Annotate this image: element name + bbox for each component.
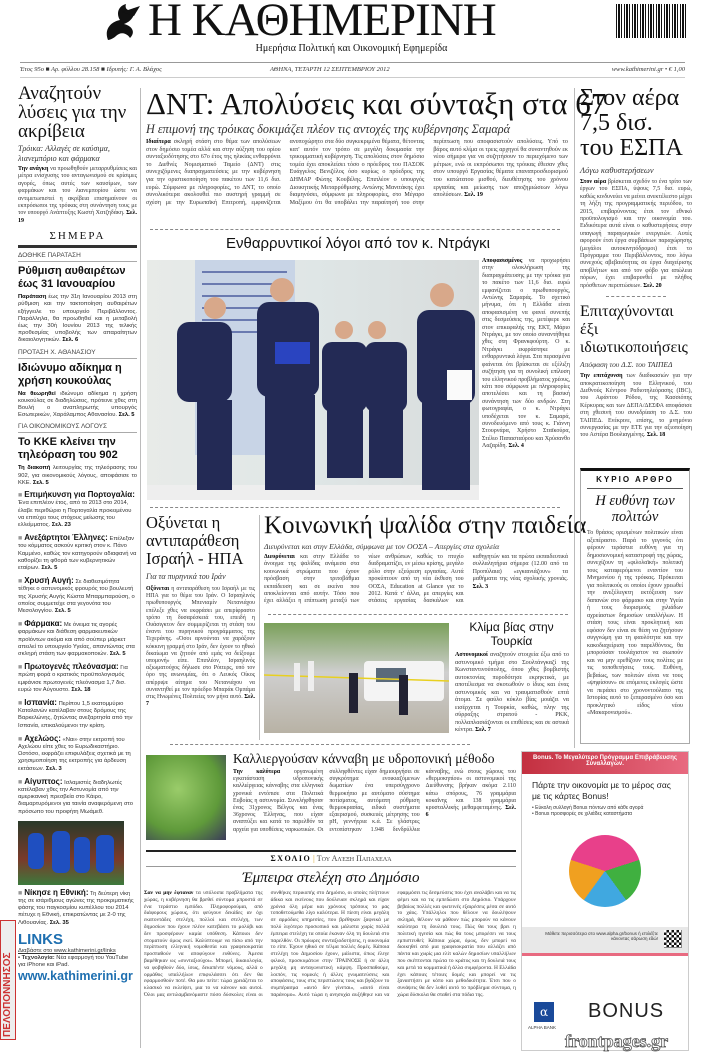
brief-item[interactable]: ΠΡΟΤΑΣΗ Χ. ΑΘΑΝΑΣΙΟΥ Ιδιώνυμο αδίκημα η χρήση κουκούλας Να θεωρηθεί ιδιώνυμο αδίκημα η χρήση κουκούλας σε διαδηλώσεις, πρότεινε χθες στη Βουλή ο αναπληρωτής υπουργός Εσωτερικών, Χαράλαμπος Αθανασίου. Σελ. 5 [18, 348, 137, 419]
insert-label: ΠΕΛΟΠΟΝΝΗΣΟΣ [0, 920, 16, 1040]
masthead-title: Η ΚΑΘΗΜΕΡΙΝΗ [148, 0, 496, 46]
cannabis-headline[interactable]: Καλλιεργούσαν κάνναβη με υδροπονική μέθοδο [233, 751, 495, 766]
editorial-box [580, 468, 690, 744]
alpha-bank-logo: α [534, 1002, 554, 1022]
lead-left-title[interactable]: Αναζητούν λύσεις για την ακρίβεια [18, 83, 127, 142]
turkey-body: Αστυνομικοί αναζητούν στοιχεία έξω από το αστυνομικό τμήμα στο Σουλτάνγκαζί της Κωνσταντινούπολης, όπου χθες βομβιστής αυτοκτονίας πυροδότησε εκρηκτικά, με αποτέλεσμα να σκοτωθούν ο ίδιος και ένας αστυνομικός και να τραυματισθούν επτά άτομα. Σε φαύλο κύκλο βίας μοιάζει να εισέρχεται η Τουρκία, καθώς, πλην της σύρραξης στρατού - PKK, πολλαπλασιάζονται οι επιθέσεις και σε αστικά κέντρα. Σελ. 7 [455, 652, 569, 733]
ad-banner: Bonus. Το Μεγαλύτερο Πρόγραμμα Επιβράβευσης Συναλλαγών. [522, 752, 688, 774]
bullet-icon: ■ [18, 664, 25, 672]
links-sub[interactable]: Διαβάστε στο www.kathimerini.gr/links [18, 947, 116, 954]
bonus-ad[interactable]: Bonus. Το Μεγαλύτερο Πρόγραμμα Επιβράβευσης Συναλλαγών. Πάρτε την οικονομία με το μέρος σας με τις κάρτες Bonus! • Εύκολη συλλογή Bonus πόντων από κάθε αγορά • Bonus προσφορές σε χιλιάδες καταστήματα Μάθετε περισσότερα στο www.alpha.gr/bonus ή επιλέξτε κάνοντας σάρωση εδώ! α ALPHA BANK BONUS [521, 751, 689, 1051]
photo-turkey-bombing[interactable] [264, 623, 449, 733]
photo-story-body: Αποφασισμένος να προχωρήσει στην ολοκλήρωση της διαπραγμάτευσης με την τρόικα για το πακέτο των 11,6 δισ. ευρώ εμφανίζεται ο πρωθυπουργός, Αντώνης Σαμαράς. Το σχετικό μήνυμα, ότι η Ελλάδα είναι αποφασισμένη να φανεί συνεπής στις δεσμεύσεις της, μετέφερε και στον επικεφαλής της ΕΚΤ, Μάριο Ντράγκι, με τον οποίο συναντήθηκε χθες στη Φρανκφούρτη. Ο κ. Ντράγκι εκφράστηκε με ενθαρρυντικά λόγια. Στα περασμένα φαίνεται ότι βρίσκεται σε εξέλιξη συζήτηση για τη συνολική επίλυση του ελληνικού προβλήματος χρέους, κάτι που σύμφωνα με πληροφορίες αποτελέσει και τη βασική συνάντηση των δύο ανδρών. Στη φωτογραφία, ο κ. Ντράγκι υποδέχεται τον κ. Σαμαρά, συνοδευόμενο από τους κ. Γιάννη Στουρνάρα, Χρήστο Σταϊκούρα, Στέλιο Παπασταύρου και Χρύσανθο Λαζαρίδη. Σελ. 4 [482, 258, 570, 450]
links-item: • Τεχνολογία: Νέα εφαρμογή του YouTube για iPhone και iPad. [18, 954, 129, 968]
photo-story-headline[interactable]: Ενθαρρυντικοί λόγοι από τον κ. Ντράγκι [225, 235, 491, 252]
bullet-icon: ■ [18, 778, 25, 786]
brief-headline[interactable]: Ρύθμιση αυθαιρέτων έως 31 Ιανουαρίου [18, 265, 126, 291]
comment-headline[interactable]: Έμπειρα στελέχη στο Δημόσιο [242, 870, 420, 886]
section-today: ΣΗΜΕΡΑ [49, 230, 106, 243]
teaser-item[interactable]: ■ Ισπανία: Περίπου 1,5 εκατομμύριο Καταλανών κατέλαβαν στους δρόμους της Βαρκελώνης, ζητώντας ανεξαρτησία από την Ισπανία, επικαλούμενοι την κρίση. [18, 697, 133, 729]
brief-headline[interactable]: Ιδιώνυμο αδίκημα η χρήση κουκούλας [18, 361, 122, 387]
bonus-logo: BONUS [588, 1000, 665, 1022]
editorial-label: ΚΥΡΙΟ ΑΡΘΡΟ [587, 475, 683, 489]
qr-code-icon [664, 930, 682, 948]
teaser-item[interactable]: ■ Φάρμακα: Με όνειμα τις αγορές φαρμάκων και διάθεση φαρμακευτικών προϊόντων ακόμα και από σούπερ μάρκετ απειλεί το υπουργείο Υγείας, απαντώντας στα σκληρή στάση των φαρμακοποιών. Σελ. 5 [18, 619, 135, 657]
teaser-item[interactable]: ■ Αίγυπτος: Ισλαμιστές διαδηλωτές κατέλαβαν χθες την Αστυνομία από την αμερικανική πρεσβεία στο Κάιρο, διαμαρτυρόμενοι για ταινία αναφερόμενη στο πρόσωπο του προφήτη Μωάμεθ. [18, 776, 133, 815]
bullet-icon: ■ [18, 621, 25, 629]
bullet-icon: ■ [18, 699, 25, 707]
main-headline[interactable]: ΔΝΤ: Απολύσεις και σύνταξη στα 67 [146, 86, 607, 121]
comment-body: Σαν να μην έφταναν τα υπόλοιπα προβλήματα της χώρας, η κυβέρνηση θα βρεθεί σύντομα μπροστά σε ένα τεράστιο εμπόδιο. Πληροφορούμαι, από διάφορους χώρους, ότι φεύγουν δεκάδες αν όχι εκατοντάδες στελέχη, πολλοί και στελέχη, των δημοσίων που έχουν πλέον κατεβάσει το μολύβι και δεν προσφέρουν καμία υπόθεση. Κάποιοι δεν στοματούν όμως εκεί. Καλύπτουμε να πίσω από την περίπτωση ελληνική νομοθεσία και γραφειοκρατία προσπαθούν να αποφύγουν ευθύνες. Άμεσα βαρέθηκαν ως «συνταξιούχοι». Μπορεί, δικαιολογία, να φοβηθούν δύο, ίσως, δεκαπέντε νόμους, αλλά ο ορμάθος υπαλλήλων επιφυλάσσει ότι δεν θα εφαρμοσθούν ποτέ. Θα μου πείτε: τώρα χρειάζεται το κλασικό να εκλείψει, μια το να κάνουν και αυτοί. Όλοι μας αντιλαμβανόμαστε πόσο δύσκολες είναι οι συνθήκες περικοπής στο Δημόσιο, οι οποίες πλήττουν άδικα και εκείνους που δούλευαν σκληρά και είχαν χρόνια όλη μέρα και χρόνους τρόπους το μας τοποθετούμεθα λίγο καλύτερα. Η πίεση είναι μεγάλη σε αρμόδιες υπηρεσίες, που βρέθηκαν ξαφνικά με πολύ λιγότερο προσωπικό και μάλιστα χωρίς πολλά έμπειρα στελέχη τα οποία έκαναν όλη τη δουλειά στο παρελθόν. Οι πρόωρες συνταξιοδοτήσεις, η οικονομία το είπε. Έχουν ηθικό σε τέλμα πολλές δομές. Κάποια στελέχη του Δημοσίου έχουν, μάλιστα, όπως έλεγε φιλικό, προσκυμάτων στην ΤΡΑΙΝΟΣΕ ή σε άλλη μεγάλη μη ανταγωνιστική κάμψη. Προσπαθούμε, λοιπόν, τις νομικές ή άλλες γνωματεύσεις και αποφάσεις, τους στις περιπτώσεις τους και βγάζουν το συμπέρασμα «αυτό δεν γίνεται», «αυτό είναι παράνομο». Αυτό τώρα η ανησυχία αυξήθηκε και να εφαρμόσει τις δεσμεύσεις που έχει αναλάβει και να τις φέρει και να τις εμπεδώσει στο Δημόσιο. Υπάρχουν βεβαίως πολλές και φωτεινές εξαιρέσεις μέσα σε αυτό το χάος. Υπάλληλοι που θέλουν να δουλέψουν σκληρά, θέλουν να μάθουν πώς μπορούν να κάνουν καλύτερα τη δουλειά τους. Πώς θα τους βρει η πολιτική ηγεσία και πώς θα τους μπορέσει να τους εμπιστευθεί; Κάποια χώρα, όμως, δεν μπορεί να διοικηθεί από μια γραφειοκρατία που αλλάζει από πάντα και χωρίς μια ελίτ καλών δημοσίων υπαλλήλων που σκέπτονται πρώτα το κράτος και τη δουλειά τους και μετά τα κομματικά ή άλλα συμφέροντα. Η Ελλάδα έχει κάποιες τέτοιες δομές και μπορεί να τις ξαναστήσει με κόπο και μεθοδικότητα. Έτσι που ο συνάψεις θα δεν λυθεί αυτό το πρόβλημα σύντομα, η χώρα δύσκολα θα σταθεί στα πόδια της. [144, 890, 516, 998]
cannabis-body: Την καλύτερα οργανωμένη εγκατάσταση υδροπονικής καλλιέργειας κάνναβης στα ελληνικά χρονικά εντόπισε στα Πολιτικά Ευβοίας η αστυνομία. Συνελήφθησαν ένας 31χρονος Βέλγος και ένας 36χρονος Έλληνας, που είχαν αναπτύξει και κατά το παρελθόν τα αρχεία για υποθέσεις ναρκωτικών. Οι συλληφθέντες είχαν δημιουργήσει σε συγκρότημα ενοικιαζόμενων δωματίων ένα υπερσύγχρονο θερμοκήπιο με αυτόματο σύστημα ποτίσματος, αυτόματη ρύθμιση θερμοκρασίας, ειδικά συστήματα εξαερισμού, συσκευές μέτρησης του pH, γεννήτρια κ.ά. Σε γλάστρες εντοπίστηκαν 1.948 δενδρύλλια κάνναβης, ενώ στους χώρους του «θερμοκηπίου» οι αστυνομικοί της Διεύθυνσης βρήκαν ακόμα 2.110 κάτω σπόρους, 76 γραμμάρια κοκαΐνης και 138 γραμμάρια κρυσταλλικής μεθαμφεταμίνης. Σελ. 6 [233, 769, 516, 833]
teaser-item[interactable]: ■ Ανεξάρτητοι Έλληνες: Επέλεξαν του κόμματος ασκούν κριτική στον κ. Πάνο Καμμένο, καθώς τον κατηγορούν αδιαφανή να καθορίζει τη φθορά των κυβερνητικών εταίρων. Σελ. 5 [18, 533, 137, 571]
shopping-globe-icon [569, 835, 641, 907]
brief-headline[interactable]: Το ΚΚΕ κλείνει την τηλεόραση του 902 [18, 436, 118, 462]
sport-photo[interactable] [18, 821, 124, 885]
sport-brief[interactable]: ■ Νίκησε η Εθνική: Τη δεύτερη νίκη της σε ισάριθμους αγώνες της προκριματικής φάσης του παγκοσμίου κυπέλλου του 2014 πέτυχε η Εθνική, επικρατώντας με 2-0 της Λιθουανίας. Σελ. 35 [18, 887, 134, 926]
bullet-icon: ■ [18, 578, 25, 586]
teaser-item[interactable]: ■ Πρωτογενές πλεόνασμα: Για πρώτη φορά ο κρατικός προϋπολογισμός εμφάνισε πρωτογενές πλεόνασμα 1,7 δισ. ευρώ τον Αύγουστο. Σελ. 18 [18, 662, 128, 693]
brief-item[interactable]: ΔΟΘΗΚΕ ΠΑΡΑΤΑΣΗ Ρύθμιση αυθαιρέτων έως 31 Ιανουαρίου Παράταση έως την 31η Ιανουαρίου 2013 στη ρύθμιση και την τακτοποίηση αυθαιρέτων εξήγγειλε το υπουργείο Περιβάλλοντος. Παράλληλα, θα προωθηθεί και η μεταβολή έως την 30ή Ιουνίου 2013 της τελικής προθεσμίας υποβολής των απαραίτητων δικαιολογητικών. Σελ. 6 [18, 252, 137, 344]
website-link[interactable]: www.kathimerini.gr [18, 968, 133, 983]
israel-subtitle: Για τα πυρηνικά του Ιράν [146, 572, 226, 581]
education-headline[interactable]: Κοινωνική ψαλίδα στην παιδεία [264, 512, 587, 539]
bullet-icon: ■ [18, 735, 25, 743]
lead-word: Την ανάγκη [18, 166, 49, 172]
article-body: να προωθηθούν μεταρρυθμίσεις και μέτρα ενίσχυσης του ανταγωνισμού σε κρίσιμες αγορές, όπως αυτές των καυσίμων, των φαρμάκων και του λιανεμπορίου ώστε να αντιμετωπιστεί η ακρίβεια επισημαίνουν οι εκπρόσωποι της τρόικας στη συνάντηση τους με τον υπουργό Ανάπτυξης Κωστή Χατζηδάκη. [18, 166, 138, 217]
page-ref: Σελ. 19 [18, 210, 137, 224]
turkey-headline[interactable]: Κλίμα βίας στην Τουρκία [469, 620, 554, 648]
issue-date: ΑΘΗΝΑ, ΤΕΤΑΡΤΗ 12 ΣΕΠΤΕΜΒΡΙΟΥ 2012 [270, 66, 390, 73]
lead-left-subtitle: Τρόικα: Αλλαγές σε καύσιμα, λιανεμπόριο και φάρμακα [18, 144, 110, 163]
teaser-item[interactable]: ■ Χρυσή Αυγή: Σε διαθεσιμότητα τέθηκε ο αστυνομικός φρουρός του βουλευτή της Χρυσής Αυγής Κώστα Μπαρμπαρούση, ο οποίος συμμετείχε στα γεγονότα του Μεσολογγίου. Σελ. 5 [18, 576, 135, 614]
photo-cannabis[interactable] [146, 755, 226, 840]
education-subtitle: Διευρύνεται και στην Ελλάδα, σύμφωνα με τον ΟΟΣΑ – Απεργίες στα σχολεία [264, 542, 500, 551]
masthead-logo-icon [100, 2, 146, 42]
israel-headline[interactable]: Οξύνεται η αντιπαράθεση Ισραήλ - ΗΠΑ [146, 513, 244, 568]
website-price: www.kathimerini.gr • € 1,00 [611, 66, 685, 73]
issue-info: Έτος 95ο ■ Αρ. φύλλου 28.158 ■ Ιδρυτής: Γ. Α. Βλάχος [20, 66, 162, 73]
comment-label: ΣΧΟΛΙΟ | Του Αλέξη Παπαχελά [270, 854, 392, 863]
cannabis-page-ref: Σελ. 6 [425, 805, 516, 819]
israel-article: Οξύνεται η αντιπαράθεση Ισραήλ - ΗΠΑ Για τα πυρηνικά του Ιράν Οξύνεται η αντιπαράθεση του Ισραήλ με τις ΗΠΑ για το θέμα του Ιράν. Ο Ισραηλινός πρωθυπουργός Μπενιαμίν Νετανιάχου επέλεξε χθες να εκφράσει με απερίφραστο τρόπο τη δυσαρέσκειά του, επειδή η Ουάσιγκτον δεν συμμερίζεται τη στάση του έναντι του πυρηνικού προγράμματος της Τεχεράνης. «Όσοι αρνούνται να χαράξουν κόκκινη γραμμή στο Ιράν, δεν έχουν το ηθικό δικαίωμα να ζητούν από εμάς να δείξουμε υπομονή» είπε. Επιπλέον, Ισραηλινός αξιωματούχος δήλωσε στο Ρόιτερς, υπό τον όρο της ανωνυμίας, ότι ο Λευκός Οίκος απέρριψε αίτημα του Νετανιάχου να συναντηθεί με τον πρόεδρο Μπαράκ Ομπάμα στις Ηνωμένες Πολιτείες τον μήνα αυτό. Σελ. 7 [146, 513, 255, 708]
editorial-headline[interactable]: Η ευθύνη των πολιτών [595, 493, 675, 525]
espa-headline[interactable]: Στον αέρα 7,5 δισ. του ΕΣΠΑ [580, 85, 683, 161]
teaser-item[interactable]: ■ Αχελώος: «Ναι» στην εκτροπή του Αχελώου είπε χθες το Ευρωδικαστήριο. Ωστόσο, εκφράζει επιφυλάξεις σχετικά με τη χρησιμοποίηση της εκτροπής για άρδευση εκτάσεων. Σελ. 3 [18, 733, 131, 772]
espa-subtitle: Λόγω καθυστερήσεων [580, 165, 654, 175]
ad-footer: Μάθετε περισσότερα στο www.alpha.gr/bonus ή επιλέξτε κάνοντας σάρωση εδώ! [545, 931, 658, 941]
ad-headline: Πάρτε την οικονομία με το μέρος σας με τις κάρτες Bonus! [532, 780, 671, 801]
links-title: LINKS [18, 930, 63, 948]
main-subtitle: Η επιμονή της τρόικας δοκιμάζει πλέον τις αντοχές της κυβέρνησης Σαμαρά [146, 122, 510, 136]
education-body: Διευρύνεται και στην Ελλάδα το άνοιγμα της ψαλίδας ανάμεσα στα κοινωνικά στρώματα που έχουν πρόσβαση στην τριτοβάθμια εκπαίδευση και σε εκείνα που αποκλείονται από αυτήν. Τόσο που έχει αλλάξει η επίπτωση μεταξύ των νέων ανθρώπων, καθώς το πτυχίο διαδραματίζει, εν μέσω κρίσης, μεγάλο ρόλο στην εξεύρεση εργασίας. Αυτά προκύπτουν από τη νέα έκθεση του ΟΟΣΑ, Education at Glance για το 2012. Κατά τ' άλλα, με απεργίες και στάσεις εργασίας δασκάλων και καθηγητών και τα πρώτα εκπαιδευτικά συλλαλητήρια σήμερα (12.00 από τα Προπύλαια) «εγκαινιάζουν» τα μαθήματα της νέας σχολικής χρονιάς. Σελ. 3 [264, 554, 568, 605]
left-column [18, 84, 137, 984]
teaser-item[interactable]: ■ Επιμήκυνση για Πορτογαλία: Ένα επιπλέον έτος, από το 2013 στο 2014, έλαβε περιθώριο η Πορτογαλία προκειμένου να επιτύχει τους στόχους μείωσης του ελλείμματος. Σελ. 23 [18, 490, 135, 528]
brief-kicker: ΔΟΘΗΚΕ ΠΑΡΑΤΑΣΗ [18, 252, 137, 262]
masthead-tagline: Ημερήσια Πολιτική και Οικονομική Εφημερίδα [255, 43, 448, 54]
brief-item[interactable]: ΓΙΑ ΟΙΚΟΝΟΜΙΚΟΥΣ ΛΟΓΟΥΣ Το ΚΚΕ κλείνει την τηλεόραση του 902 Τη διακοπή λειτουργίας της τηλεόρασης του 902, για οικονομικούς λόγους, αποφάσισε το ΚΚΕ. Σελ. 5 [18, 423, 137, 486]
bullet-icon: ■ [18, 535, 25, 543]
brief-kicker: ΠΡΟΤΑΣΗ Χ. ΑΘΑΝΑΣΙΟΥ [18, 349, 137, 359]
main-body: Ιδιαίτερα σκληρή στάση στο θέμα των απολύσεων στον δημόσιο τομέα αλλά και στην αύξηση του ορίου συνταξιοδότησης στο 67ο έτος της ηλικίας ενθαρρύνει το Διεθνές Νομισματικό Ταμείο (ΔΝΤ) στις συνεχιζόμενες διαπραγματεύσεις με την κυβέρνηση για την οριστικοποίηση του πακέτου των 11,6 δισ. ευρώ. Σύμφωνα με πληροφορίες, το ΔΝΤ, το οποίο συνολικότερα ακολουθεί πιο αυστηρή γραμμή σε σχέση με την Ευρωπαϊκή Επιτροπή, εμφανίζεται ανυποχώρητο στα δύο συγκεκριμένα θέματα, θέτοντας κατ' αυτόν τον τρόπο σε μεγάλη δοκιμασία την τρικομματική κυβέρνηση. Τις απολύσεις στον δημόσιο τομέα έχει αποκλείσει τόσο ο πρόεδρος του ΠΑΣΟΚ Ευάγγελος Βενιζέλος όσο κυρίως ο πρόεδρος της ΔΗΜΑΡ Φώτης Κουβέλης. Επιπλέον ο υπουργός Διοικητικής Μεταρρύθμισης Αντώνης Μανιτάκης έχει διαμηνύσει, σύμφωνα με πληροφορίες, στο Μέγαρο Μαξίμου ότι θα υποβάλει την παραίτησή του στην περίπτωση που αποφασιστούν απολύσεις. Υπό το βάρος αυτό κλίμα οι τρεις αρχηγοί θα συναντηθούν εκ νέου σήμερα για να συζητήσουν το περιεχόμενο των μέτρων, ενώ οι εκπρόσωποι της τρόικας έθεσαν χθες στον υπουργό Εργασίας θέματα επαναπροσδιορισμού του κατώτατου μισθού, διευθέτησης του χρόνου εργασίας και μείωσης των αποζημιώσεων λόγω απολύσεων. Σελ. 19 [146, 139, 568, 206]
right-column: Στον αέρα 7,5 δισ. του ΕΣΠΑ Λόγω καθυστερήσεων Στον αέρα βρίσκεται σχεδόν το ένα τρίτο των έργων του ΕΣΠΑ, ύψους 7,5 δισ. ευρώ, καθώς κινδυνεύει να μείνει ανεκτέλεστο μέχρι τη λήξη της προγραμματικής περιόδου, το 2015, επιβαρύνοντας έτσι τον εθνικό προϋπολογισμό και την οικονομία του. Ειδικότερα αυτά είναι ο καθυστερήσεις στην υπαγωγή παραγωγικών ενεργειών. Αυτές αφορούν έτσι έργα συμβάσεων παραχώρησης (μεγάλοι αυτοκινητόδρομοι) έτσι το Πρόγραμμα του Περιβάλλοντος, που λόγω συνεχούς αβεβαιότητας σε έργα διαχείρισης αποβλήτων και από τον φόβο για απώλεια πόρων, έχει επιβαρυνθεί με πλήθος πρόσθετων περιπτώσεων. Σελ. 20 Επιταχύνονται έξι ιδιωτικοποιήσεις Απόφαση του Δ.Σ. του ΤΑΙΠΕΔ Την επιτάχυνση των διαδικασιών για την αποκρατικοποίηση του Ελληνικού, του Διεθνούς Κέντρου Ραδιοτηλεόρασης (IBC), του Αφάντου Ρόδου, της Κασσιόπης Κέρκυρας και των ΔΕΠΑ/ΔΕΣΦΑ αποφάσισε στη χθεσινή του συνεδρίαση το Δ.Σ. του ΤΑΙΠΕΔ. Ενέκρινε, επίσης, το μνημόνιο συνεργασίας με την ΕΤΕ για την αξιοποίηση του Αστέρα Βουλιαγμένης. Σελ. 18 [580, 85, 692, 439]
brief-kicker: ΓΙΑ ΟΙΚΟΝΟΜΙΚΟΥΣ ΛΟΓΟΥΣ [18, 423, 137, 433]
privatisation-headline[interactable]: Επιταχύνονται έξι ιδιωτικοποιήσεις [580, 303, 688, 357]
privatisation-subtitle: Απόφαση του Δ.Σ. του ΤΑΙΠΕΔ [580, 360, 673, 370]
watermark: frontpages.gr [565, 1031, 669, 1051]
editorial-body: Το θράσος ορισμένων πολιτικών είναι αξεπέραστο. Παρά το γεγονός ότι φέρουν τεράστια ευθύνη για τη δημοσιονομική καταστροφή της χώρας, συνεχίζουν τη «φιλολαϊκή» πολιτική τους καταφερόμενοι εναντίον του Μνημονίου ή της τρόικας. Πρόκειται για πολιτικούς οι οποίοι έχουν χρεωθεί την ανεξέλεγκτη εκτόξευση των δαπανών στο φάρμακο και στην Υγεία ή τους διορισμούς χιλιάδων αχρείαστων δημοσίων υπαλλήλων. Η στάση τους είναι προκλητική και εφόσον δεν είναι σε θέση να ζητήσουν συγγνώμη για τη φαυλότητα και την κακοδιαχείριση του παρελθόντος, θα μπορούσαν τουλάχιστον να σιωπούν και να μην ερεθίζουν τους πολίτες με τις τοποθετήσεις τους. Ευθύνη, βεβαίως, των πολιτών είναι να τους «ψηφίσουν» σε επόμενες εκλογές ώστε να περάσει στο χρονοντούλαπο της Ιστορίας αυτό το ξεπερασμένο όσο και προκλητικό είδος νέου «Μακαρονισμού». [587, 530, 683, 716]
bullet-icon: ■ [18, 492, 25, 500]
photo-samaras-draghi[interactable] [147, 260, 479, 500]
barcode [616, 4, 688, 38]
